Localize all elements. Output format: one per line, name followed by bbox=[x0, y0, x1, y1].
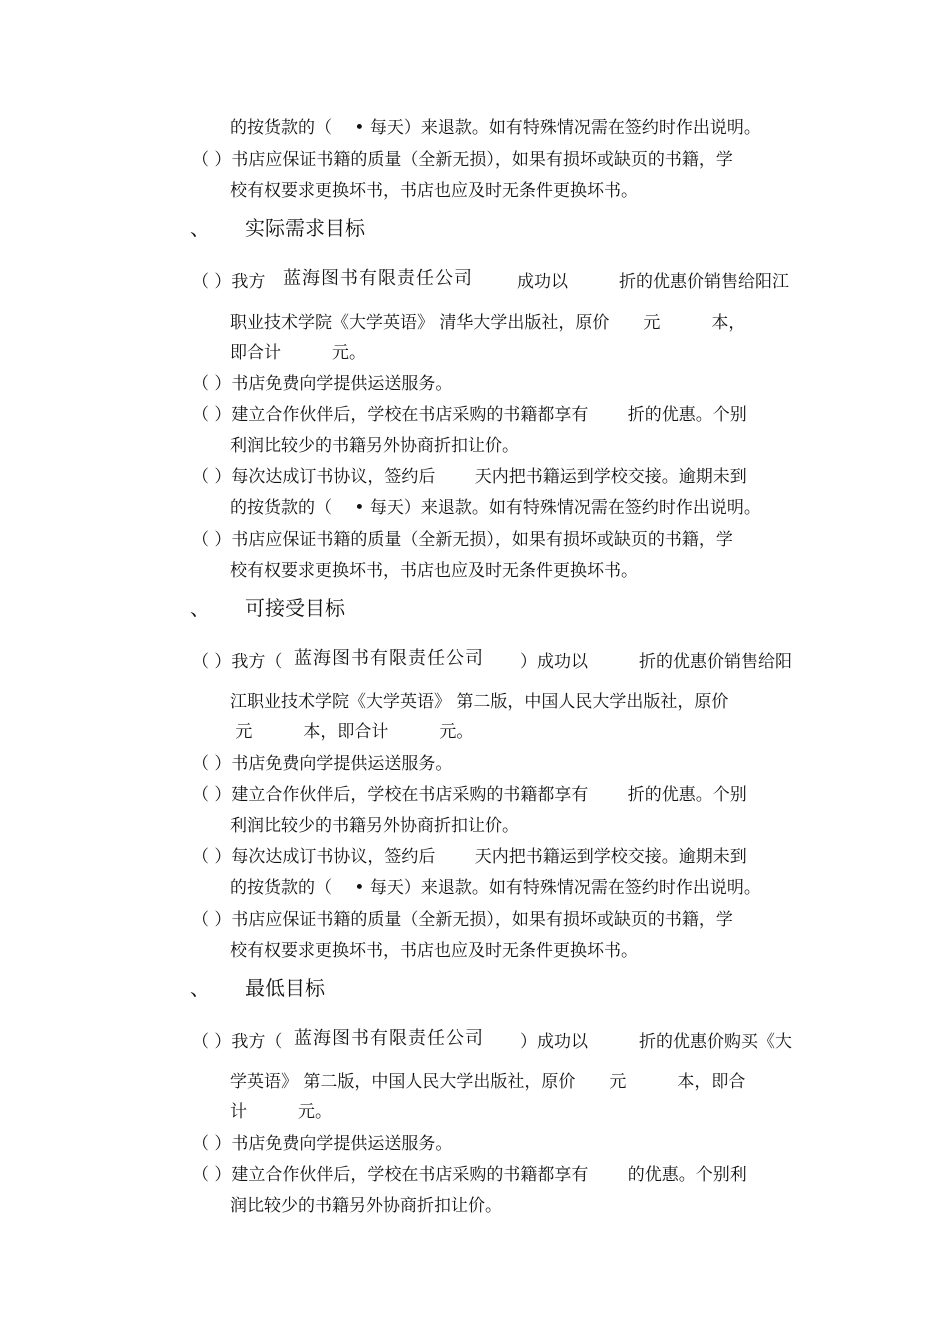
text-line: 校有权要求更换坏书，书店也应及时无条件更换坏书。 bbox=[230, 181, 638, 201]
list-item-delivery: （ ）书店免费向学提供运送服务。 bbox=[192, 754, 453, 774]
list-item-partner: （ ）建立合作伙伴后，学校在书店采购的书籍都享有 折的优惠。个别 bbox=[192, 405, 747, 425]
list-item-we: （ ）我方（ bbox=[192, 652, 283, 672]
text-line: 校有权要求更换坏书，书店也应及时无条件更换坏书。 bbox=[230, 941, 638, 961]
text-line: 的按货款的（ • 每天）来退款。如有特殊情况需在签约时作出说明。 bbox=[230, 878, 761, 898]
text-line: 校有权要求更换坏书，书店也应及时无条件更换坏书。 bbox=[230, 561, 638, 581]
list-item-quality: （ ）书店应保证书籍的质量（全新无损），如果有损坏或缺页的书籍，学 bbox=[192, 150, 733, 170]
list-item-quality: （ ）书店应保证书籍的质量（全新无损），如果有损坏或缺页的书籍，学 bbox=[192, 530, 733, 550]
text-line: 学英语》 第二版，中国人民大学出版社，原价 元 本，即合 bbox=[230, 1072, 746, 1092]
company-name: 蓝海图书有限责任公司 bbox=[294, 648, 484, 669]
section-heading-actual-goal: 实际需求目标 bbox=[245, 216, 365, 240]
text-line: 利润比较少的书籍另外协商折扣让价。 bbox=[230, 436, 519, 456]
list-item-we: （ ）我方（ bbox=[192, 1032, 283, 1052]
section-mark: 、 bbox=[190, 596, 210, 620]
text-line: 计 元。 bbox=[230, 1102, 332, 1122]
text-line: ）成功以 折的优惠价销售给阳 bbox=[520, 652, 792, 672]
section-heading-acceptable-goal: 可接受目标 bbox=[245, 596, 345, 620]
text-line: 元 本，即合计 元。 bbox=[230, 722, 474, 742]
list-item-partner: （ ）建立合作伙伴后，学校在书店采购的书籍都享有 的优惠。个别利 bbox=[192, 1165, 747, 1185]
company-name: 蓝海图书有限责任公司 bbox=[294, 1028, 484, 1049]
list-item-delivery: （ ）书店免费向学提供运送服务。 bbox=[192, 1134, 453, 1154]
text-line: 成功以 折的优惠价销售给阳江 bbox=[517, 272, 789, 292]
text-line: 职业技术学院《大学英语》 清华大学出版社，原价 元 本， bbox=[230, 313, 746, 333]
section-mark: 、 bbox=[190, 216, 210, 240]
text-line: ）成功以 折的优惠价购买《大 bbox=[520, 1032, 792, 1052]
text-line: 即合计 元。 bbox=[230, 343, 366, 363]
list-item-quality: （ ）书店应保证书籍的质量（全新无损），如果有损坏或缺页的书籍，学 bbox=[192, 910, 733, 930]
text-line: 利润比较少的书籍另外协商折扣让价。 bbox=[230, 816, 519, 836]
list-item-order: （ ）每次达成订书协议，签约后 天内把书籍运到学校交接。逾期未到 bbox=[192, 467, 747, 487]
list-item-delivery: （ ）书店免费向学提供运送服务。 bbox=[192, 374, 453, 394]
list-item-we: （ ）我方 bbox=[192, 272, 266, 292]
text-line: 润比较少的书籍另外协商折扣让价。 bbox=[230, 1196, 502, 1216]
section-heading-minimum-goal: 最低目标 bbox=[245, 976, 325, 1000]
company-name: 蓝海图书有限责任公司 bbox=[283, 268, 473, 289]
list-item-order: （ ）每次达成订书协议，签约后 天内把书籍运到学校交接。逾期未到 bbox=[192, 847, 747, 867]
text-line: 的按货款的（ • 每天）来退款。如有特殊情况需在签约时作出说明。 bbox=[230, 498, 761, 518]
list-item-partner: （ ）建立合作伙伴后，学校在书店采购的书籍都享有 折的优惠。个别 bbox=[192, 785, 747, 805]
text-line: 的按货款的（ • 每天）来退款。如有特殊情况需在签约时作出说明。 bbox=[230, 118, 761, 138]
section-mark: 、 bbox=[190, 976, 210, 1000]
text-line: 江职业技术学院《大学英语》 第二版，中国人民大学出版社，原价 bbox=[230, 692, 729, 712]
